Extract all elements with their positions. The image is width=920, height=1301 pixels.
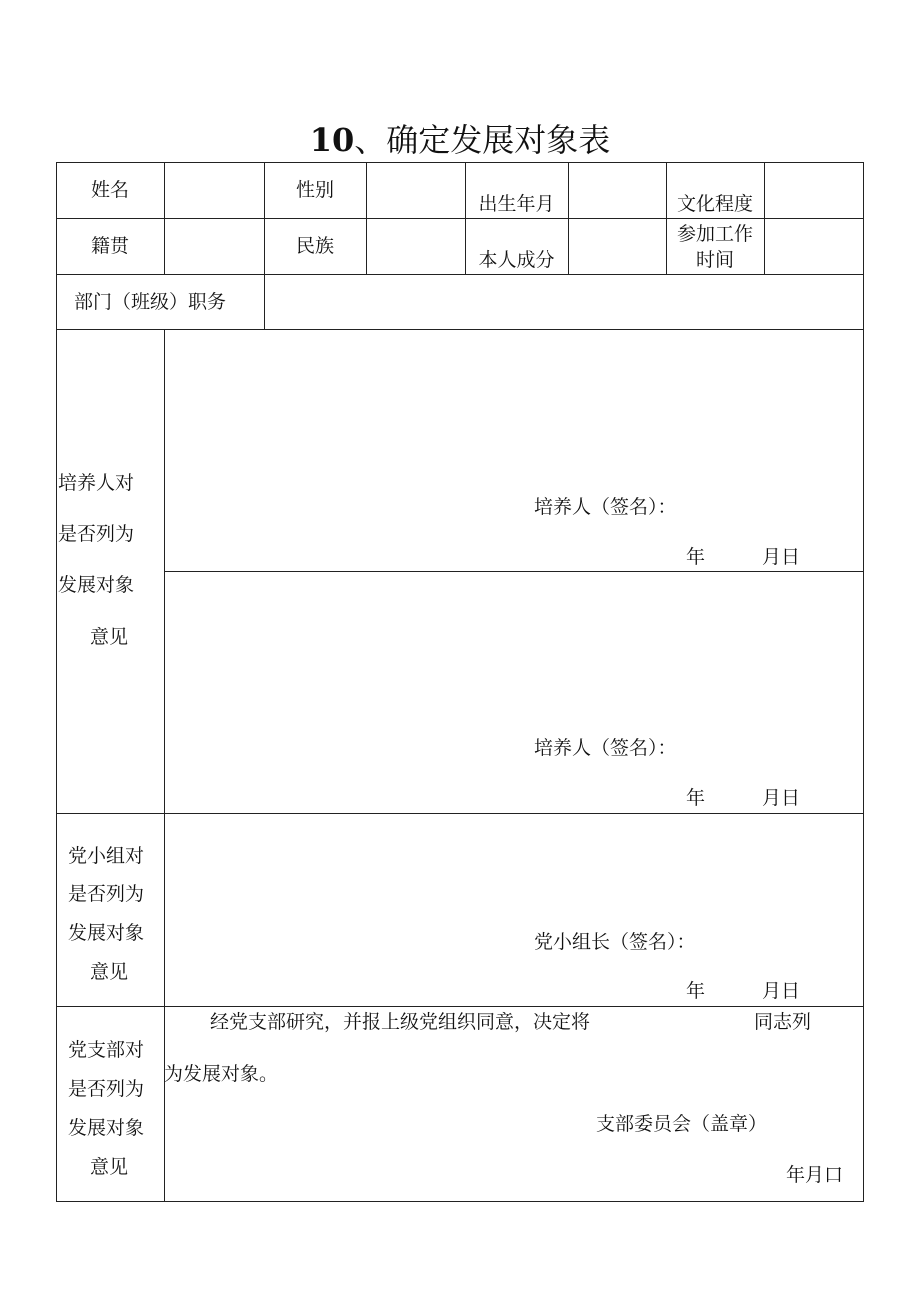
branch-seal-label: 支部委员会（盖章） — [596, 1113, 768, 1135]
group-opinion-label-line1: 党小组对 — [68, 845, 145, 867]
work-start-label-line1: 参加工作 — [676, 223, 753, 245]
form-border-bottom — [56, 1201, 864, 1202]
trainer-opinion-label-line2: 是否列为 — [58, 523, 135, 545]
row-divider-3 — [56, 329, 864, 330]
name-label: 姓名 — [90, 179, 129, 201]
title-number: 10 — [309, 121, 355, 159]
col-divider-3 — [366, 162, 367, 274]
second-trainer-date-year: 年 — [686, 787, 706, 809]
row-divider-4 — [56, 813, 864, 814]
branch-date: 年月口 — [786, 1164, 844, 1186]
ethnicity-label: 民族 — [295, 235, 334, 257]
col-divider-1 — [164, 162, 165, 274]
work-start-label-line2: 时间 — [695, 249, 734, 271]
group-date-month-day: 月日 — [762, 980, 801, 1002]
trainer-signature-label: 培养人（签名）： — [534, 496, 677, 518]
second-trainer-signature-label: 培养人（签名）： — [534, 737, 677, 759]
group-leader-signature-label: 党小组长（签名）： — [534, 931, 696, 953]
branch-opinion-label-line2: 是否列为 — [68, 1078, 145, 1100]
group-opinion-label-line3: 发展对象 — [68, 922, 145, 944]
trainer-opinion-label-line4: 意见 — [90, 626, 129, 648]
department-position-label: 部门（班级）职务 — [74, 291, 227, 313]
form-border-left — [56, 162, 57, 1202]
trainer-date-year: 年 — [686, 546, 706, 568]
branch-statement-line1-start: 经党支部研究，并报上级党组织同意，决定将 — [210, 1011, 591, 1033]
row-divider-5 — [56, 1006, 864, 1007]
education-level-label: 文化程度 — [676, 193, 753, 215]
col-divider-7 — [764, 162, 765, 274]
branch-opinion-label-line4: 意见 — [90, 1156, 129, 1178]
gender-label: 性别 — [295, 179, 334, 201]
personal-status-label: 本人成分 — [478, 249, 555, 271]
branch-statement-line2: 为发展对象。 — [164, 1063, 279, 1085]
branch-opinion-label-line1: 党支部对 — [68, 1039, 145, 1061]
trainer-opinion-divider — [164, 571, 864, 572]
native-place-label: 籍贯 — [90, 235, 129, 257]
row-divider-1 — [56, 218, 864, 219]
trainer-opinion-label-line3: 发展对象 — [58, 574, 135, 596]
development-target-form — [56, 162, 864, 1202]
row-divider-2 — [56, 274, 864, 275]
trainer-opinion-label-line1: 培养人对 — [58, 472, 135, 494]
birth-date-label: 出生年月 — [478, 193, 555, 215]
group-date-year: 年 — [686, 980, 706, 1002]
form-border-top — [56, 162, 864, 163]
form-border-right — [863, 162, 864, 1202]
trainer-date-month-day: 月日 — [762, 546, 801, 568]
group-opinion-label-line4: 意见 — [90, 961, 129, 983]
branch-opinion-label-line3: 发展对象 — [68, 1117, 145, 1139]
second-trainer-date-month-day: 月日 — [762, 787, 801, 809]
page-title — [0, 118, 920, 162]
branch-statement-line1-end: 同志列 — [754, 1011, 812, 1033]
group-opinion-label-line2: 是否列为 — [68, 883, 145, 905]
title-text: 、确定发展对象表 — [354, 121, 611, 159]
col-divider-5 — [568, 162, 569, 274]
